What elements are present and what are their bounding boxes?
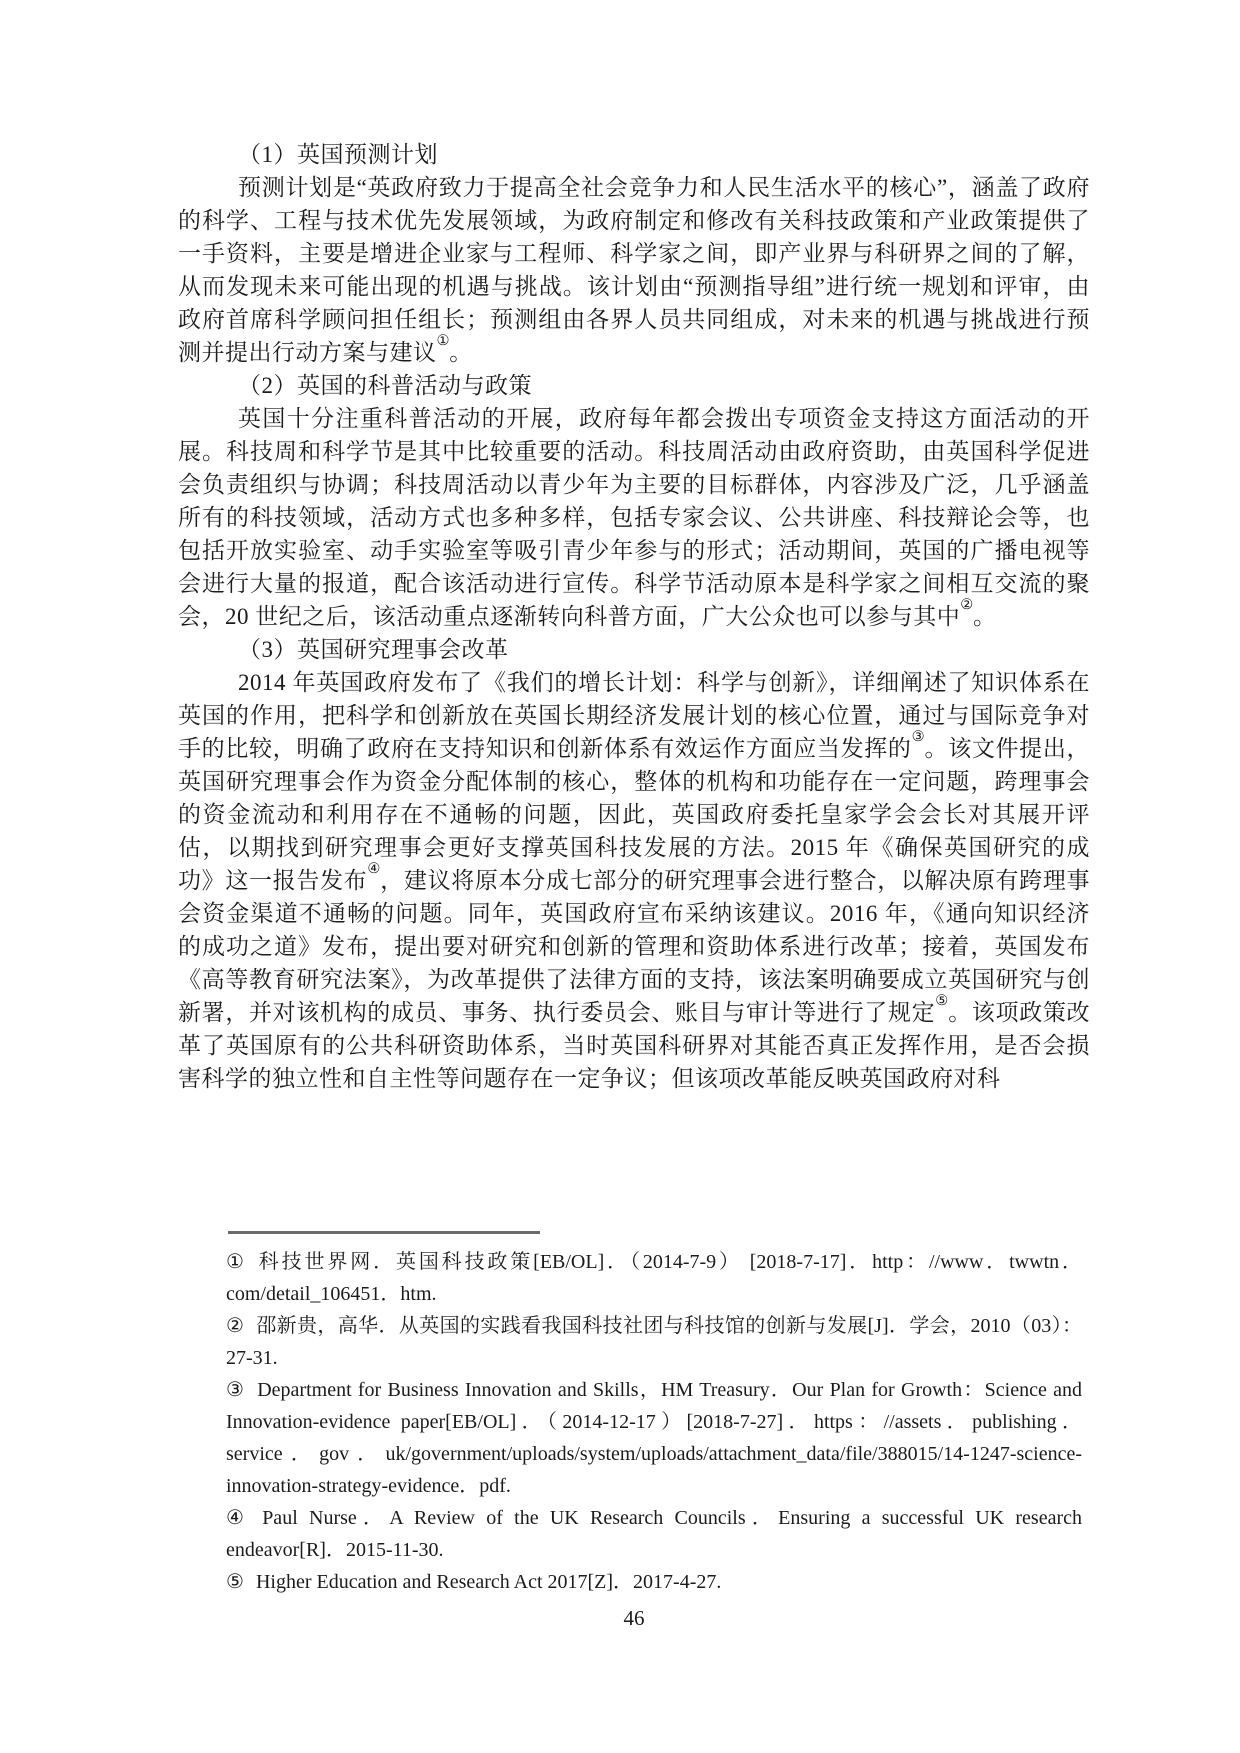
section	[178, 633, 1090, 1095]
footnote-ref: ②	[960, 596, 974, 613]
footnote-text: 科技世界网．英国科技政策[EB/OL]．（2014-7-9） [2018-7-17]．http：//www．twwtn．com/detail_106451．htm.	[226, 1251, 1082, 1305]
document-body	[178, 138, 1090, 1095]
paragraph	[178, 666, 1090, 1095]
footnote-marker: ①	[226, 1251, 247, 1273]
footnotes-section	[226, 1246, 1082, 1598]
footnote-ref: ④	[367, 860, 381, 877]
footnote-item	[226, 1374, 1082, 1502]
footnote-marker: ④	[226, 1507, 251, 1529]
footnote-item	[226, 1246, 1082, 1310]
section-heading: （2）英国的科普活动与政策	[238, 373, 532, 398]
footnote-item	[226, 1310, 1082, 1374]
text-run: 。该文件提出，英国研究理事会作为资金分配体制的核心，整体的机构和功能存在一定问题，跨理事会的资金流动和利用存在不通畅的问题，因此，英国政府委托皇家学会会长对其展开评估，以期找到研究理事会更好支撑英国科技发展的方法。2015 年《确保英国研究的成功》这一报告发布	[178, 736, 1091, 893]
footnote-separator	[228, 1231, 540, 1234]
section-heading: （3）英国研究理事会改革	[238, 637, 509, 662]
section-heading: （1）英国预测计划	[238, 142, 438, 167]
paragraph	[178, 171, 1090, 369]
text-run: 2014 年英国政府发布了《我们的增长计划：科学与创新》，详细阐述了知识体系在英国的作用，把科学和创新放在英国长期经济发展计划的核心位置，通过与国际竞争对手的比较，明确了政府在支持知识和创新体系有效运作方面应当发挥的	[178, 670, 1090, 761]
section	[178, 369, 1090, 633]
text-run: 。该项政策改革了英国原有的公共科研资助体系，当时英国科研界对其能否真正发挥作用，是否会损害科学的独立性和自主性等问题存在一定争议；但该项改革能反映英国政府对科	[178, 1000, 1091, 1091]
footnote-ref: ⑤	[935, 992, 949, 1009]
paragraph	[178, 402, 1090, 633]
footnote-marker: ⑤	[226, 1571, 244, 1593]
footnote-text: 邵新贵，高华．从英国的实践看我国科技社团与科技馆的创新与发展[J]．学会，2010（03）：27-31.	[226, 1315, 1082, 1369]
text-run: 英国十分注重科普活动的开展，政府每年都会拨出专项资金支持这方面活动的开展。科技周和科学节是其中比较重要的活动。科技周活动由政府资助，由英国科学促进会负责组织与协调；科技周活动以青少年为主要的目标群体，内容涉及广泛，几乎涵盖所有的科技领域，活动方式也多种多样，包括专家会议、公共讲座、科技辩论会等，也包括开放实验室、动手实验室等吸引青少年参与的形式；活动期间，英国的广播电视等会进行大量的报道，配合该活动进行宣传。科学节活动原本是科学家之间相互交流的聚会，20 世纪之后，该活动重点逐渐转向科普方面，广大公众也可以参与其中	[178, 406, 1090, 629]
section	[178, 138, 1090, 369]
page-number: 46	[623, 1606, 645, 1630]
footnote-text: Paul Nurse．A Review of the UK Research Councils．Ensuring a successful UK research endeavor[R]．2015-11-30.	[226, 1507, 1082, 1561]
footnote-marker: ②	[226, 1315, 245, 1337]
footnote-item	[226, 1566, 1082, 1598]
footnote-marker: ③	[226, 1379, 246, 1401]
text-run: 预测计划是“英政府致力于提高全社会竞争力和人民生活水平的核心”，涵盖了政府的科学、工程与技术优先发展领域，为政府制定和修改有关科技政策和产业政策提供了一手资料，主要是增进企业家与工程师、科学家之间，即产业界与科研界之间的了解，从而发现未来可能出现的机遇与挑战。该计划由“预测指导组”进行统一规划和评审，由政府首席科学顾问担任组长；预测组由各界人员共同组成，对未来的机遇与挑战进行预测并提出行动方案与建议	[178, 175, 1090, 365]
text-run: 。	[973, 604, 997, 629]
footnote-text: Higher Education and Research Act 2017[Z]．2017-4-27.	[255, 1571, 722, 1593]
footnote-text: Department for Business Innovation and Skills，HM Treasury．Our Plan for Growth：Science and Innovation-evidence paper[EB/OL]．（2014-12-17）[2018-7-27]．https：//assets．publishing．service．gov．uk/government/uploads/system/uploads/attachment_data/file/388015/14-1247-science-innovation-strategy-evidence．pdf.	[226, 1379, 1082, 1497]
text-run: 。	[449, 340, 473, 365]
footnote-item	[226, 1502, 1082, 1566]
footnote-ref: ③	[911, 728, 925, 745]
footnote-ref: ①	[436, 332, 450, 349]
text-run: ，建议将原本分成七部分的研究理事会进行整合，以解决原有跨理事会资金渠道不通畅的问题。同年，英国政府宣布采纳该建议。2016 年，《通向知识经济的成功之道》发布，提出要对研究和创新的管理和资助体系进行改革；接着，英国发布《高等教育研究法案》，为改革提供了法律方面的支持，该法案明确要成立英国研究与创新署，并对该机构的成员、事务、执行委员会、账目与审计等进行了规定	[178, 868, 1091, 1025]
